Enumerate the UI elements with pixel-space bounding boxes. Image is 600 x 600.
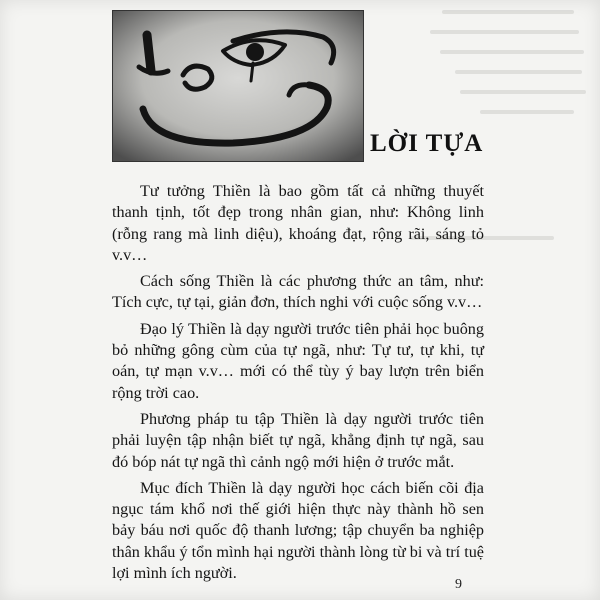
paragraph: Mục đích Thiền là dạy người học cách biến cõi địa ngục tám khổ nơi thế giới hiện thực này thành hồ sen bảy báu nơi quốc độ thanh lương; tập chuyển ba nghiệp thân khẩu ý tổn mình hại người thành lòng từ bi và trí tuệ lợi mình ích người. [112, 478, 484, 583]
paragraph: Phương pháp tu tập Thiền là dạy người trước tiên phải luyện tập nhận biết tự ngã, khẳng định tự ngã, sau đó bóp nát tự ngã thì cảnh ngộ mới hiện ở trước mắt. [112, 409, 484, 471]
page-number: 9 [455, 577, 462, 592]
paragraph: Đạo lý Thiền là dạy người trước tiên phải học buông bỏ những gông cùm của tự ngã, như: Tự tư, tự khi, tự oán, tự mạn v.v… mới có thể tùy ý bay lượn trên biển rộng trời cao. [112, 319, 484, 402]
zen-calligraphy-emblem [112, 10, 364, 162]
paragraph: Tư tưởng Thiền là bao gồm tất cả những thuyết thanh tịnh, tốt đẹp trong nhân gian, như: Không linh (rỗng rang mà linh diệu), khoáng đạt, rộng rãi, sáng tỏ v.v… [112, 182, 484, 264]
page-title: LỜI TỰA [370, 130, 484, 157]
preface-body [112, 181, 484, 589]
zen-calligraphy-emblem-icon [113, 11, 363, 161]
paragraph: Cách sống Thiền là các phương thức an tâm, như: Tích cực, tự tại, giản đơn, thích nghi với cuộc sống v.v… [112, 272, 484, 312]
